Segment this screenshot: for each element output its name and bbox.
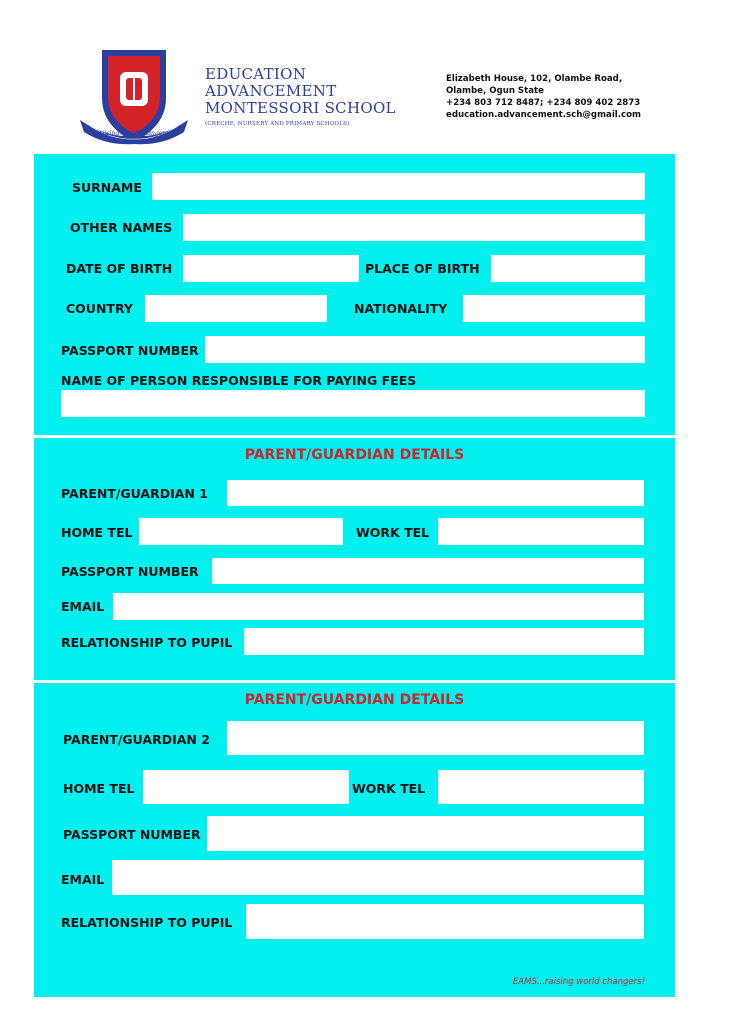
logo-ribbon-text: raising world changers: [98, 130, 169, 137]
guardian-2-panel: [34, 683, 675, 997]
contact-block: [446, 73, 641, 121]
school-name-line-1: EDUCATION: [205, 65, 307, 83]
guardian-2-home-tel-label: HOME TEL: [63, 781, 135, 796]
contact-phone: +234 803 712 8487; +234 809 402 2873: [446, 98, 641, 108]
guardian-2-home-tel-input[interactable]: [143, 770, 349, 804]
guardian-1-passport-number-label: PASSPORT NUMBER: [61, 564, 199, 579]
guardian-1-name-input[interactable]: [227, 480, 644, 506]
guardian-1-work-tel-label: WORK TEL: [356, 525, 430, 540]
guardian-1-home-tel-label: HOME TEL: [61, 525, 133, 540]
passport-number-input[interactable]: [205, 336, 645, 363]
guardian-1-home-tel-input[interactable]: [139, 518, 343, 545]
school-name: [205, 66, 396, 117]
guardian-1-email-label: EMAIL: [61, 599, 105, 614]
guardian-2-work-tel-label: WORK TEL: [352, 781, 426, 796]
guardian-2-relationship-label: RELATIONSHIP TO PUPIL: [61, 915, 233, 930]
guardian-1-email-input[interactable]: [113, 593, 644, 620]
footer-tagline: EAMS...raising world changers!: [512, 977, 645, 987]
guardian-1-section-title: PARENT/GUARDIAN DETAILS: [244, 447, 465, 463]
guardian-2-passport-number-label: PASSPORT NUMBER: [63, 827, 201, 842]
nationality-label: NATIONALITY: [354, 301, 448, 316]
contact-address-line-2: Olambe, Ogun State: [446, 86, 544, 96]
guardian-1-passport-number-input[interactable]: [212, 558, 644, 584]
fee-payer-label: NAME OF PERSON RESPONSIBLE FOR PAYING FEES: [61, 373, 417, 388]
guardian-2-section-title: PARENT/GUARDIAN DETAILS: [244, 692, 465, 708]
guardian-2-email-label: EMAIL: [61, 872, 105, 887]
surname-label: SURNAME: [72, 180, 142, 195]
guardian-1-label: PARENT/GUARDIAN 1: [61, 486, 208, 501]
fee-payer-input[interactable]: [61, 390, 645, 417]
guardian-2-label: PARENT/GUARDIAN 2: [63, 732, 210, 747]
school-subtitle: (CRECHE, NURSERY AND PRIMARY SCHOOLS): [205, 121, 350, 127]
date-of-birth-label: DATE OF BIRTH: [66, 261, 173, 276]
guardian-2-email-input[interactable]: [112, 860, 644, 895]
guardian-1-panel: [34, 438, 675, 680]
guardian-2-relationship-input[interactable]: [246, 904, 644, 939]
guardian-1-work-tel-input[interactable]: [438, 518, 644, 545]
contact-email: education.advancement.sch@gmail.com: [446, 110, 641, 120]
guardian-1-relationship-input[interactable]: [244, 628, 644, 655]
place-of-birth-input[interactable]: [491, 255, 645, 282]
surname-input[interactable]: [152, 173, 645, 200]
country-label: COUNTRY: [66, 301, 133, 316]
country-input[interactable]: [145, 295, 327, 322]
school-name-line-3: MONTESSORI SCHOOL: [205, 99, 396, 117]
guardian-1-relationship-label: RELATIONSHIP TO PUPIL: [61, 635, 233, 650]
passport-number-label: PASSPORT NUMBER: [61, 343, 199, 358]
contact-address-line-1: Elizabeth House, 102, Olambe Road,: [446, 74, 623, 84]
date-of-birth-input[interactable]: [183, 255, 359, 282]
other-names-label: OTHER NAMES: [70, 220, 173, 235]
school-name-line-2: ADVANCEMENT: [205, 82, 337, 100]
pupil-details-panel: [34, 154, 675, 435]
other-names-input[interactable]: [183, 214, 645, 241]
guardian-2-passport-number-input[interactable]: [207, 816, 644, 851]
nationality-input[interactable]: [463, 295, 645, 322]
place-of-birth-label: PLACE OF BIRTH: [365, 261, 480, 276]
guardian-2-name-input[interactable]: [227, 721, 644, 755]
guardian-2-work-tel-input[interactable]: [438, 770, 644, 804]
